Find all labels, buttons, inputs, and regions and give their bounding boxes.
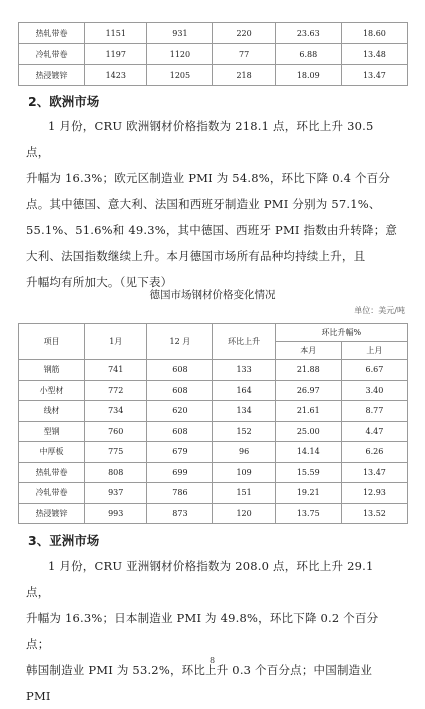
section-heading-asia: 3、亚洲市场 bbox=[28, 533, 100, 548]
header-last-month: 上月 bbox=[341, 342, 407, 360]
table-cell: 772 bbox=[85, 380, 147, 401]
table-cell: 23.63 bbox=[275, 23, 341, 44]
text-line: 升幅均有所加大。（见下表） bbox=[26, 275, 173, 289]
table-cell: 96 bbox=[213, 442, 275, 463]
table-cell: 18.09 bbox=[275, 65, 341, 86]
table-row bbox=[19, 442, 408, 463]
table-cell: 3.40 bbox=[341, 380, 407, 401]
table-cell: 6.26 bbox=[341, 442, 407, 463]
table-cell: 15.59 bbox=[275, 462, 341, 483]
table-row bbox=[19, 360, 408, 381]
table-cell: 1205 bbox=[147, 65, 213, 86]
table-cell: 25.00 bbox=[275, 421, 341, 442]
section-heading-europe: 2、欧洲市场 bbox=[28, 94, 100, 109]
header-pct-group: 环比升幅% bbox=[275, 324, 407, 342]
table-cell: 1197 bbox=[85, 44, 147, 65]
table-cell: 931 bbox=[147, 23, 213, 44]
europe-paragraph bbox=[26, 113, 398, 295]
table-cell: 1120 bbox=[147, 44, 213, 65]
header-this-month: 本月 bbox=[275, 342, 341, 360]
table-cell: 6.88 bbox=[275, 44, 341, 65]
table-cell: 1151 bbox=[85, 23, 147, 44]
table-cell: 134 bbox=[213, 401, 275, 422]
header-change: 环比上升 bbox=[213, 324, 275, 360]
table-cell: 钢筋 bbox=[19, 360, 85, 381]
top-price-table bbox=[18, 22, 408, 86]
header-dec: 12 月 bbox=[147, 324, 213, 360]
table-cell: 760 bbox=[85, 421, 147, 442]
table-row bbox=[19, 65, 408, 86]
asia-paragraph bbox=[26, 553, 398, 709]
text-line: 大利、法国指数继续上升。本月德国市场所有品种均持续上升，且 bbox=[26, 249, 366, 263]
table-cell: 77 bbox=[213, 44, 275, 65]
text-line: 1 月份，CRU 亚洲钢材价格指数为 208.0 点，环比上升 29.1 点， bbox=[26, 559, 374, 599]
table-cell: 型钢 bbox=[19, 421, 85, 442]
table-cell: 冷轧带卷 bbox=[19, 44, 85, 65]
table-caption: 德国市场钢材价格变化情况 bbox=[149, 289, 276, 301]
table-cell: 741 bbox=[85, 360, 147, 381]
table-cell: 120 bbox=[213, 503, 275, 524]
table-cell: 734 bbox=[85, 401, 147, 422]
table-row bbox=[19, 503, 408, 524]
table-cell: 21.61 bbox=[275, 401, 341, 422]
table-cell: 608 bbox=[147, 380, 213, 401]
table-row bbox=[19, 380, 408, 401]
table-cell: 热轧带卷 bbox=[19, 462, 85, 483]
table-cell: 164 bbox=[213, 380, 275, 401]
page-number: 8 bbox=[209, 656, 216, 665]
text-line: 1 月份，CRU 欧洲钢材价格指数为 218.1 点，环比上升 30.5 点， bbox=[26, 119, 374, 159]
table-cell: 13.75 bbox=[275, 503, 341, 524]
table-cell: 热浸镀锌 bbox=[19, 503, 85, 524]
table-row bbox=[19, 401, 408, 422]
text-line: 韩国制造业 PMI 为 53.2%，环比上升 0.3 个百分点；中国制造业 PMI bbox=[26, 663, 373, 703]
table-cell: 620 bbox=[147, 401, 213, 422]
germany-price-table bbox=[18, 323, 408, 524]
table-cell: 109 bbox=[213, 462, 275, 483]
table-row bbox=[19, 421, 408, 442]
table-cell: 14.14 bbox=[275, 442, 341, 463]
unit-label: 单位：美元/吨 bbox=[354, 306, 405, 315]
table-cell: 786 bbox=[147, 483, 213, 504]
table-cell: 6.67 bbox=[341, 360, 407, 381]
table-cell: 8.77 bbox=[341, 401, 407, 422]
header-jan: 1月 bbox=[85, 324, 147, 360]
table-row bbox=[19, 23, 408, 44]
table-cell: 13.48 bbox=[341, 44, 407, 65]
table-cell: 218 bbox=[213, 65, 275, 86]
table-cell: 220 bbox=[213, 23, 275, 44]
text-line: 55.1%、51.6%和 49.3%，其中德国、西班牙 PMI 指数由升转降；意 bbox=[26, 223, 398, 237]
table-cell: 679 bbox=[147, 442, 213, 463]
table-cell: 608 bbox=[147, 421, 213, 442]
table-cell: 线材 bbox=[19, 401, 85, 422]
table-cell: 13.47 bbox=[341, 462, 407, 483]
table-cell: 13.47 bbox=[341, 65, 407, 86]
text-line: 升幅为 16.3%；日本制造业 PMI 为 49.8%，环比下降 0.2 个百分点； bbox=[26, 611, 379, 651]
table-cell: 12.93 bbox=[341, 483, 407, 504]
table-cell: 775 bbox=[85, 442, 147, 463]
table-row bbox=[19, 462, 408, 483]
table-cell: 4.47 bbox=[341, 421, 407, 442]
table-cell: 1423 bbox=[85, 65, 147, 86]
table-cell: 26.97 bbox=[275, 380, 341, 401]
table-cell: 中厚板 bbox=[19, 442, 85, 463]
header-item: 项目 bbox=[19, 324, 85, 360]
table-cell: 21.88 bbox=[275, 360, 341, 381]
table-cell: 133 bbox=[213, 360, 275, 381]
table-cell: 小型材 bbox=[19, 380, 85, 401]
table-cell: 993 bbox=[85, 503, 147, 524]
text-line: 点。其中德国、意大利、法国和西班牙制造业 PMI 分别为 57.1%、 bbox=[26, 197, 381, 211]
table-cell: 热浸镀锌 bbox=[19, 65, 85, 86]
table-cell: 873 bbox=[147, 503, 213, 524]
table-cell: 699 bbox=[147, 462, 213, 483]
table-cell: 808 bbox=[85, 462, 147, 483]
table-cell: 152 bbox=[213, 421, 275, 442]
table-cell: 18.60 bbox=[341, 23, 407, 44]
table-cell: 热轧带卷 bbox=[19, 23, 85, 44]
text-line: 升幅为 16.3%；欧元区制造业 PMI 为 54.8%，环比下降 0.4 个百分 bbox=[26, 171, 391, 185]
table-cell: 608 bbox=[147, 360, 213, 381]
table-cell: 13.52 bbox=[341, 503, 407, 524]
table-row bbox=[19, 483, 408, 504]
table-cell: 937 bbox=[85, 483, 147, 504]
table-cell: 19.21 bbox=[275, 483, 341, 504]
table-cell: 冷轧带卷 bbox=[19, 483, 85, 504]
table-cell: 151 bbox=[213, 483, 275, 504]
table-row bbox=[19, 44, 408, 65]
